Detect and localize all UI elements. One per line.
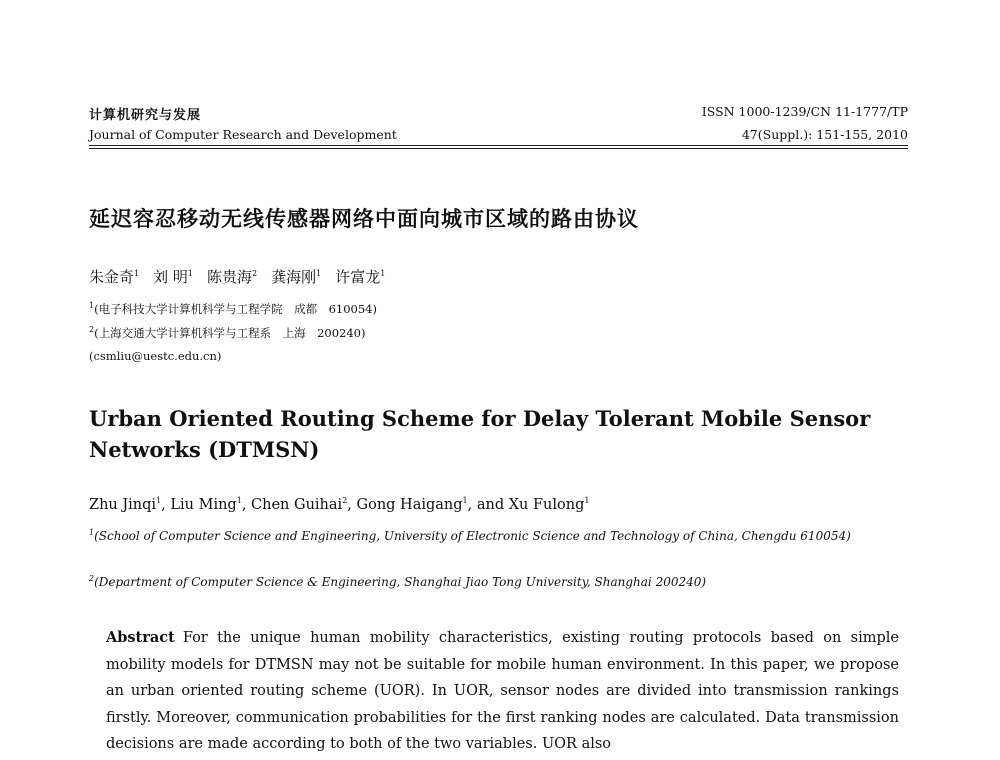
affiliation-en-1: $^1$(School of Computer Science and Engineering, University of Electronic Science and Technology of China, Chengdu 610054) xyxy=(89,528,851,543)
header-rule-top xyxy=(89,145,908,146)
author-cn: 刘 明$^1$ xyxy=(153,268,193,286)
author-email: (csmliu@uestc.edu.cn) xyxy=(89,349,222,363)
author-cn: 龚海刚$^1$ xyxy=(271,268,322,286)
author-list-cn xyxy=(89,266,399,287)
abstract-label: Abstract xyxy=(106,629,175,646)
author-cn: 朱金奇$^1$ xyxy=(89,268,140,286)
author-en: Zhu Jinqi$^1$, xyxy=(89,496,171,513)
author-en: Gong Haigang$^1$, and xyxy=(356,496,509,513)
author-en: Xu Fulong$^1$ xyxy=(508,496,590,513)
volume-line: 47(Suppl.): 151-155, 2010 xyxy=(741,127,908,142)
author-cn: 陈贵海$^2$ xyxy=(206,268,258,286)
header-rule-bottom xyxy=(89,148,908,149)
author-list-en xyxy=(89,496,589,513)
author-en: Liu Ming$^1$, xyxy=(170,496,252,513)
abstract-text: For the unique human mobility characteristics, existing routing protocols based on simple mobility models for DTMSN may not be suitable for mobile human environment. In this paper, we propose an urban oriented routing scheme (UOR). In UOR, sensor nodes are divided into transmission rankings firstly. Moreover, communication probabilities for the first ranking nodes are calculated. Data transmission decisions are made according to both of the two variables. UOR also xyxy=(106,630,899,752)
journal-title-en: Journal of Computer Research and Development xyxy=(89,127,397,142)
affiliation-cn-1: $^1$(电子科技大学计算机科学与工程学院 成都 610054) xyxy=(89,301,377,316)
affiliation-cn-2: $^2$(上海交通大学计算机科学与工程系 上海 200240) xyxy=(89,325,366,340)
issn-line: ISSN 1000-1239/CN 11-1777/TP xyxy=(701,104,908,119)
journal-title-cn: 计算机研究与发展 xyxy=(89,108,202,123)
paper-title-en: Urban Oriented Routing Scheme for Delay Tolerant Mobile Sensor Networks (DTMSN) xyxy=(89,406,871,462)
abstract xyxy=(106,625,899,758)
author-en: Chen Guihai$^2$, xyxy=(251,496,357,513)
author-cn: 许富龙$^1$ xyxy=(335,268,386,286)
paper-title-cn: 延迟容忍移动无线传感器网络中面向城市区域的路由协议 xyxy=(89,206,639,231)
affiliation-en-2: $^2$(Department of Computer Science & Engineering, Shanghai Jiao Tong University, Shanghai 200240) xyxy=(89,574,707,589)
